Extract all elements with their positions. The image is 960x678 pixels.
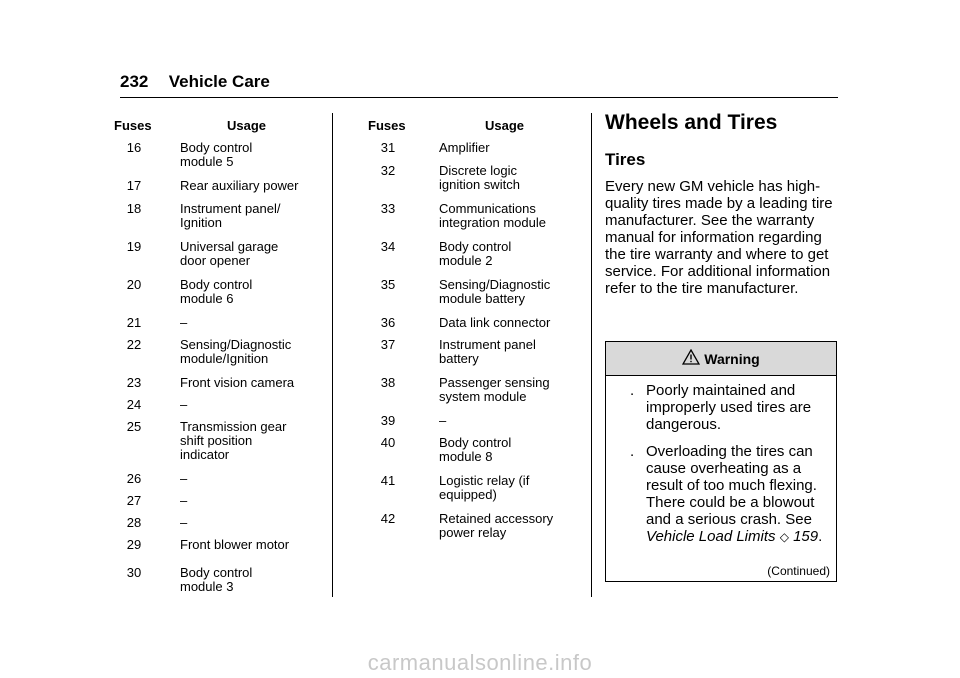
fuse-usage: Instrument panel/ Ignition xyxy=(180,201,281,230)
fuse-number: 25 xyxy=(126,419,142,434)
section-title: Vehicle Care xyxy=(168,72,270,91)
fuse-usage: Rear auxiliary power xyxy=(180,178,299,193)
fuse-number: 20 xyxy=(126,277,142,292)
fuse-number: 26 xyxy=(126,471,142,486)
fuse-number: 34 xyxy=(380,239,396,254)
fuse-number: 39 xyxy=(380,413,396,428)
section-heading: Wheels and Tires xyxy=(605,111,778,134)
header-rule xyxy=(120,97,838,98)
column-divider-1 xyxy=(332,113,333,597)
fuse-number: 37 xyxy=(380,337,396,352)
fuse-usage: Front blower motor xyxy=(180,537,290,552)
col-header-usage: Usage xyxy=(485,118,525,133)
fuse-number: 21 xyxy=(126,315,142,330)
col-header-fuses: Fuses xyxy=(368,118,406,133)
fuse-usage: Body control module 6 xyxy=(180,277,253,306)
fuse-usage: Body control module 5 xyxy=(180,140,253,169)
fuse-usage: – xyxy=(180,515,188,530)
fuse-usage: – xyxy=(180,397,188,412)
fuse-usage: Transmission gear shift position indicator xyxy=(180,419,287,462)
fuse-usage: Discrete logic ignition switch xyxy=(439,163,520,192)
fuse-number: 28 xyxy=(126,515,142,530)
fuse-usage: Instrument panel battery xyxy=(439,337,536,366)
fuse-number: 33 xyxy=(380,201,396,216)
fuse-usage: – xyxy=(180,493,188,508)
fuse-usage: Communications integration module xyxy=(439,201,546,230)
fuse-number: 22 xyxy=(126,337,142,352)
fuse-usage: Body control module 3 xyxy=(180,565,253,594)
vehicle-load-limits-link[interactable]: Vehicle Load Limits xyxy=(646,528,776,545)
fuse-number: 31 xyxy=(380,140,396,155)
fuse-usage: – xyxy=(439,413,447,428)
column-divider-2 xyxy=(591,113,592,597)
fuse-number: 32 xyxy=(380,163,396,178)
page-ref: 159 xyxy=(793,528,819,545)
fuse-usage: Logistic relay (if equipped) xyxy=(439,473,530,502)
warning-list xyxy=(606,382,838,556)
fuse-usage: Amplifier xyxy=(439,140,490,155)
page-ref-icon: ◇ xyxy=(779,530,789,544)
fuse-number: 42 xyxy=(380,511,396,526)
fuse-usage: – xyxy=(180,471,188,486)
tires-paragraph: Every new GM vehicle has high-quality tires made by a leading tire manufacturer. See the warranty manual for information regarding the tire warranty and where to get service. For additional information refer to the tire manufacturer. xyxy=(605,178,833,297)
fuse-usage: Retained accessory power relay xyxy=(439,511,554,540)
page-number: 232 xyxy=(120,72,149,91)
warning-text: Poorly maintained and improperly used tires are dangerous. xyxy=(646,382,812,433)
fuse-usage: Data link connector xyxy=(439,315,551,330)
warning-label: Warning xyxy=(704,350,760,367)
watermark: carmanualsonline.info xyxy=(367,650,593,675)
fuse-number: 30 xyxy=(126,565,142,580)
fuse-number: 40 xyxy=(380,435,396,450)
fuse-number: 24 xyxy=(126,397,142,412)
col-header-fuses: Fuses xyxy=(114,118,152,133)
fuse-number: 38 xyxy=(380,375,396,390)
warning-bullet: . Overloading the tires can cause overheating as a result of too much flexing. There could be a blowout and a serious crash. See Vehicle Load Limits ◇ 159. xyxy=(630,443,823,545)
fuse-usage: Universal garage door opener xyxy=(180,239,279,268)
warning-triangle-icon xyxy=(682,349,700,368)
fuse-usage: – xyxy=(180,315,188,330)
fuse-number: 16 xyxy=(126,140,142,155)
fuse-usage: Sensing/Diagnostic module battery xyxy=(439,277,551,306)
fuse-number: 35 xyxy=(380,277,396,292)
continued-label: (Continued) xyxy=(767,564,830,578)
fuse-number: 36 xyxy=(380,315,396,330)
fuse-number: 19 xyxy=(126,239,142,254)
fuse-number: 27 xyxy=(126,493,142,508)
fuse-usage: Passenger sensing system module xyxy=(439,375,550,404)
fuse-usage: Sensing/Diagnostic module/Ignition xyxy=(180,337,292,366)
fuse-usage: Front vision camera xyxy=(180,375,295,390)
warning-header xyxy=(606,342,836,376)
fuse-usage: Body control module 2 xyxy=(439,239,512,268)
fuse-number: 17 xyxy=(126,178,142,193)
warning-bullet: . Poorly maintained and improperly used tires are dangerous. xyxy=(630,382,812,433)
fuse-number: 29 xyxy=(126,537,142,552)
page-header xyxy=(120,72,270,92)
col-header-usage: Usage xyxy=(227,118,267,133)
fuse-number: 18 xyxy=(126,201,142,216)
fuse-number: 23 xyxy=(126,375,142,390)
warning-box xyxy=(605,341,837,582)
subsection-heading: Tires xyxy=(605,150,646,169)
fuse-number: 41 xyxy=(380,473,396,488)
fuse-usage: Body control module 8 xyxy=(439,435,512,464)
warning-text: Overloading the tires can cause overheating as a result of too much flexing. There could be a blowout and a serious crash. See xyxy=(646,443,817,528)
